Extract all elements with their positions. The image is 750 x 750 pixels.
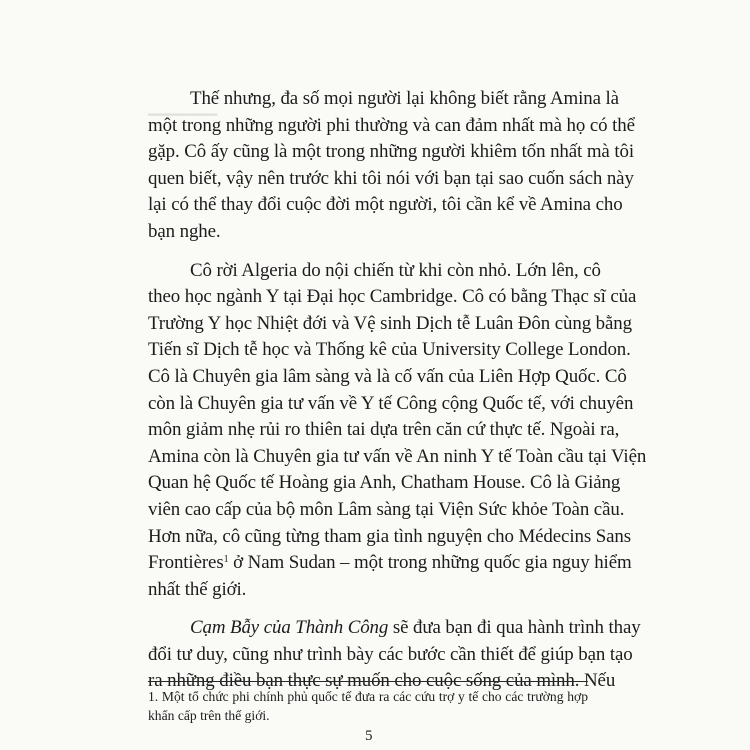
text-line: theo học ngành Y tại Đại học Cambridge. Cô có bằng Thạc sĩ của xyxy=(148,286,637,308)
footnote xyxy=(148,687,588,725)
text-line: Cô là Chuyên gia lâm sàng và là cố vấn của Liên Hợp Quốc. Cô xyxy=(148,365,627,387)
text-line: quen biết, vậy nên trước khi tôi nói với bạn tại sao cuốn sách này xyxy=(148,167,634,189)
footnote-line: 1. Một tổ chức phi chính phủ quốc tế đưa ra các cứu trợ y tế cho các trường hợp xyxy=(148,689,588,704)
text-line: Trường Y học Nhiệt đới và Vệ sinh Dịch tễ Luân Đôn cùng bằng xyxy=(148,312,632,334)
bleed-through-text: ▁▁▁▁▁▁ xyxy=(148,100,218,116)
text-line: một trong những người phi thường và can đảm nhất mà họ có thể xyxy=(148,114,635,136)
text-line: đổi tư duy, cũng như trình bày các bước cần thiết để giúp bạn tạo xyxy=(148,643,633,665)
text-fragment: ở Nam Sudan – một trong những quốc gia nguy hiểm xyxy=(228,552,632,574)
footnote-marker: 1 xyxy=(223,554,229,566)
page-number: 5 xyxy=(365,728,373,744)
text-line: Cô rời Algeria do nội chiến từ khi còn nhỏ. Lớn lên, cô xyxy=(190,259,601,281)
text-line: Thế nhưng, đa số mọi người lại không biết rằng Amina là xyxy=(190,88,619,109)
text-line xyxy=(148,550,632,577)
text-line: gặp. Cô ấy cũng là một trong những người khiêm tốn nhất mà tôi xyxy=(148,141,634,163)
text-line: môn giảm nhẹ rủi ro thiên tai dựa trên căn cứ thực tế. Ngoài ra, xyxy=(148,419,620,441)
text-line xyxy=(148,615,641,642)
text-line: bạn nghe. xyxy=(148,220,221,242)
text-line: còn là Chuyên gia tư vấn về Y tế Công cộng Quốc tế, với chuyên xyxy=(148,392,634,414)
text-line: Tiến sĩ Dịch tễ học và Thống kê của University College London. xyxy=(148,339,631,361)
book-title: Cạm Bẫy của Thành Công xyxy=(190,617,389,639)
footnote-divider xyxy=(148,681,588,682)
text-line: Quan hệ Quốc tế Hoàng gia Anh, Chatham House. Cô là Giảng xyxy=(148,472,621,494)
body-text xyxy=(148,86,647,695)
text-fragment: sẽ đưa bạn đi qua hành trình thay xyxy=(388,617,641,639)
text-line: nhất thế giới. xyxy=(148,578,247,600)
paragraph-3 xyxy=(148,615,641,695)
text-line: viên cao cấp của bộ môn Lâm sàng tại Viện Sức khỏe Toàn cầu. xyxy=(148,498,625,520)
text-line: ra những điều bạn thực sự muốn cho cuộc sống của mình. Nếu xyxy=(148,670,616,692)
paragraph-1 xyxy=(148,86,635,246)
footnote-line: khẩn cấp trên thế giới. xyxy=(148,708,270,723)
text-fragment: Frontières xyxy=(148,552,224,574)
text-line: Amina còn là Chuyên gia tư vấn về An ninh Y tế Toàn cầu tại Viện xyxy=(148,445,647,467)
text-line: lại có thể thay đổi cuộc đời một người, tôi cần kể về Amina cho xyxy=(148,194,623,216)
paragraph-2 xyxy=(148,258,647,604)
text-line: Hơn nữa, cô cũng từng tham gia tình nguyện cho Médecins Sans xyxy=(148,525,631,547)
